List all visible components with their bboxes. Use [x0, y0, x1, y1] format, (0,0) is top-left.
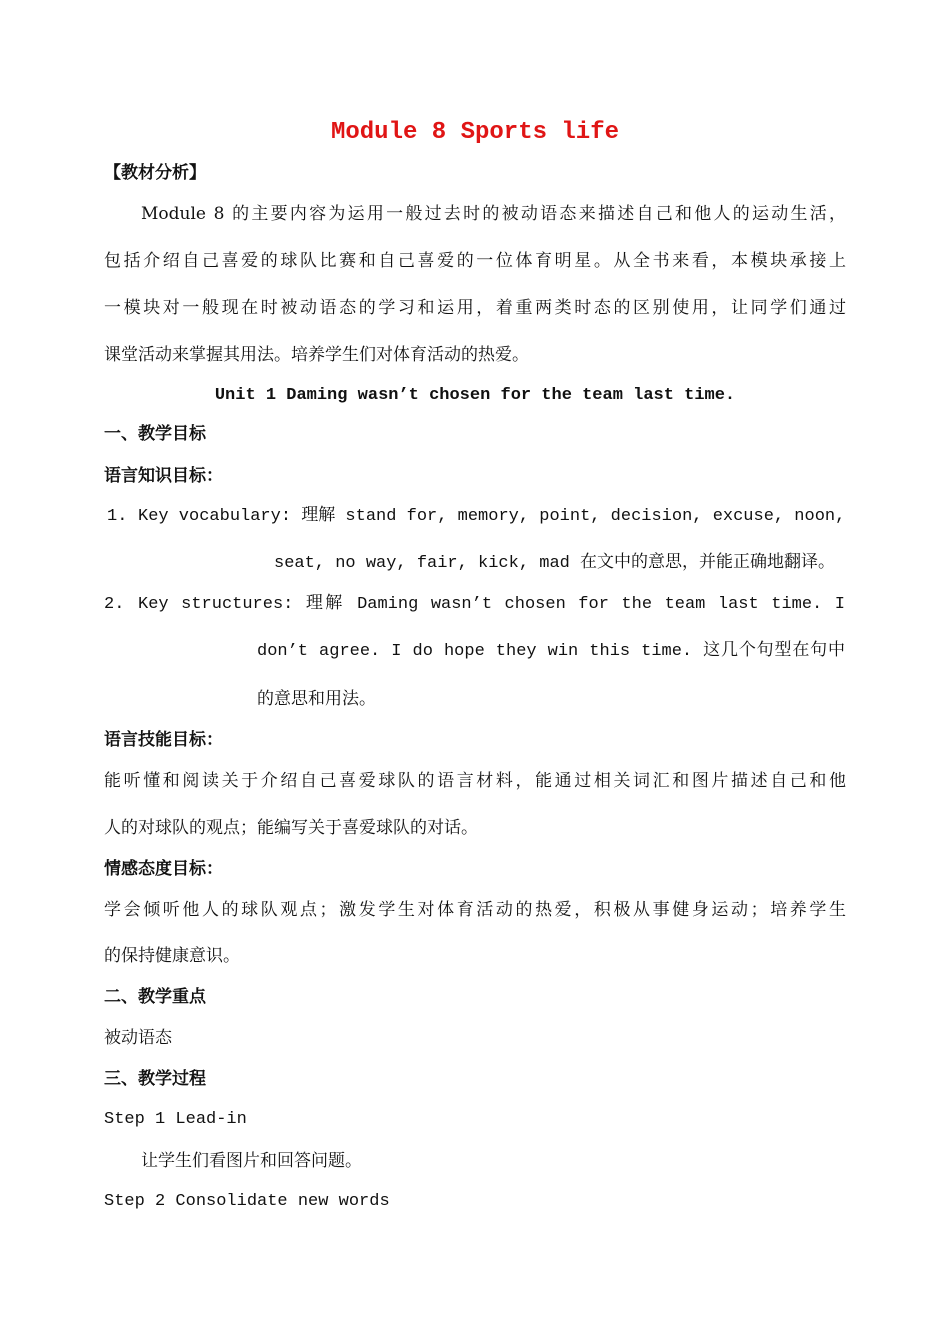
attitude-goals-heading: 情感态度目标：	[104, 859, 223, 879]
step-2-heading: Step 2 Consolidate new words	[104, 1192, 390, 1211]
knowledge-goals-heading: 语言知识目标：	[104, 466, 223, 486]
item-1-line-2: seat, no way, fair, kick, mad 在文中的意思，并能正确地翻译。	[274, 554, 836, 573]
skills-goals-heading: 语言技能目标：	[104, 730, 223, 750]
key-points-text: 被动语态	[104, 1028, 172, 1048]
goals-heading: 一、教学目标	[104, 424, 206, 444]
skills-line-2: 人的对球队的观点；能编写关于喜爱球队的对话。	[104, 818, 478, 838]
attitude-line-2: 的保持健康意识。	[104, 946, 240, 966]
analysis-line-4: 课堂活动来掌握其用法。培养学生们对体育活动的热爱。	[104, 345, 529, 365]
analysis-line-3: 一模块对一般现在时被动语态的学习和运用，着重两类时态的区别使用，让同学们通过	[104, 298, 846, 318]
item-2-line-2: don’t agree. I do hope they win this time. 这几个句型在句中	[257, 642, 845, 661]
analysis-line-2: 包括介绍自己喜爱的球队比赛和自己喜爱的一位体育明星。从全书来看，本模块承接上	[104, 251, 846, 271]
item-2-number: 2.	[104, 595, 125, 614]
page-title: Module 8 Sports life	[330, 119, 620, 146]
unit-title: Unit 1 Daming wasn’t chosen for the team last time.	[214, 386, 736, 405]
process-heading: 三、教学过程	[104, 1069, 206, 1089]
step-1-text: 让学生们看图片和回答问题。	[141, 1151, 362, 1171]
attitude-line-1: 学会倾听他人的球队观点；激发学生对体育活动的热爱，积极从事健身运动；培养学生	[104, 900, 846, 920]
analysis-heading: 【教材分析】	[104, 163, 206, 183]
skills-line-1: 能听懂和阅读关于介绍自己喜爱球队的语言材料，能通过相关词汇和图片描述自己和他	[104, 771, 846, 791]
item-1-line-1: Key vocabulary: 理解 stand for, memory, point, decision, excuse, noon,	[138, 507, 846, 526]
item-2-line-3: 的意思和用法。	[257, 689, 376, 709]
item-2-line-1: Key structures: 理解 Daming wasn’t chosen for the team last time. I	[138, 595, 845, 614]
item-1-number: 1.	[107, 507, 128, 526]
key-points-heading: 二、教学重点	[104, 987, 206, 1007]
step-1-heading: Step 1 Lead-in	[104, 1110, 247, 1129]
analysis-line-1: Module 8 的主要内容为运用一般过去时的被动语态来描述自己和他人的运动生活，	[141, 204, 846, 224]
